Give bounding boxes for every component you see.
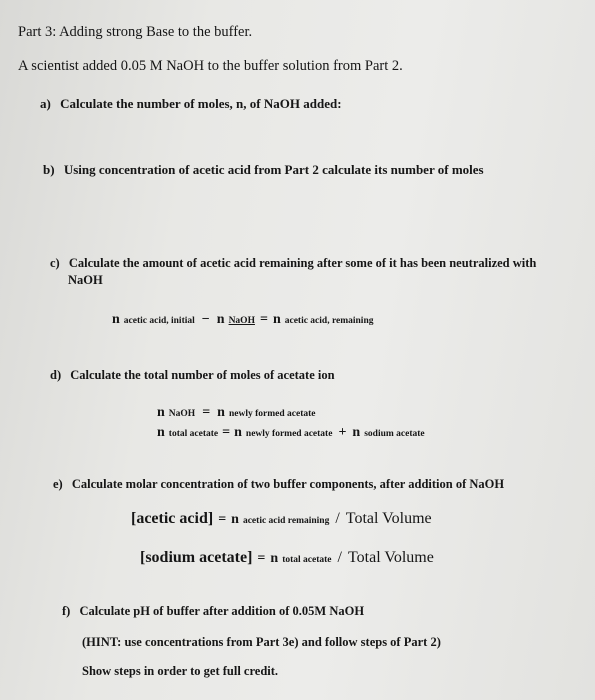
question-d bbox=[50, 368, 335, 383]
question-f-hint: (HINT: use concentrations from Part 3e) and follow steps of Part 2) bbox=[82, 635, 441, 649]
eq-e1-equals: = bbox=[218, 512, 227, 527]
question-e-label: e) bbox=[53, 477, 63, 491]
question-c-text: Calculate the amount of acetic acid remaining after some of it has been neutralized with bbox=[68, 256, 537, 270]
question-a-text: Calculate the number of moles, n, of NaOH added: bbox=[60, 96, 342, 111]
eq-d2-sub2: newly formed acetate bbox=[245, 429, 333, 439]
eq-e2-total: Total Volume bbox=[347, 549, 434, 566]
equation-d1 bbox=[157, 403, 316, 421]
equation-e2 bbox=[140, 549, 434, 567]
eq-e1-sub: acetic acid remaining bbox=[242, 516, 330, 526]
question-c-text-cont: NaOH bbox=[68, 273, 103, 287]
part3-intro: A scientist added 0.05 M NaOH to the buffer solution from Part 2. bbox=[18, 58, 403, 74]
eq-c-n3: n bbox=[272, 312, 281, 327]
eq-d2-sub3: sodium acetate bbox=[364, 429, 425, 439]
question-d-label: d) bbox=[50, 368, 62, 382]
question-b-text: Using concentration of acetic acid from Part 2 calculate its number of moles bbox=[63, 162, 484, 177]
eq-c-sub1: acetic acid, initial bbox=[123, 316, 195, 326]
eq-e1-slash: / bbox=[335, 510, 340, 527]
question-a bbox=[40, 96, 342, 112]
eq-d2-sub1: total acetate bbox=[168, 429, 219, 439]
eq-e1-total: Total Volume bbox=[345, 510, 432, 527]
eq-e2-equals: = bbox=[257, 551, 266, 566]
part3-title: Part 3: Adding strong Base to the buffer. bbox=[18, 24, 253, 40]
question-f-text: Calculate pH of buffer after addition of 0.05M NaOH bbox=[79, 604, 365, 618]
eq-e2-slash: / bbox=[337, 549, 342, 566]
eq-c-n1: n bbox=[112, 312, 120, 327]
eq-c-equals: = bbox=[259, 312, 268, 327]
equation-e1 bbox=[131, 510, 432, 528]
eq-d1-sub1: NaOH bbox=[168, 409, 196, 419]
question-a-label: a) bbox=[40, 96, 51, 111]
question-c bbox=[50, 256, 536, 271]
eq-e1-lhs: [acetic acid] bbox=[131, 510, 214, 527]
question-f bbox=[62, 604, 364, 619]
eq-d2-n1: n bbox=[157, 425, 165, 440]
eq-d1-n1: n bbox=[157, 405, 165, 420]
eq-d1-sub2: newly formed acetate bbox=[228, 409, 316, 419]
eq-c-sub3: acetic acid, remaining bbox=[284, 316, 374, 326]
eq-d2-n3: n bbox=[352, 425, 361, 440]
question-b bbox=[43, 162, 484, 178]
eq-d2-plus: + bbox=[338, 425, 347, 440]
eq-e2-lhs: [sodium acetate] bbox=[140, 549, 253, 566]
eq-d1-n2: n bbox=[217, 405, 225, 420]
equation-c bbox=[112, 310, 373, 328]
eq-e1-n: n bbox=[231, 512, 239, 527]
question-d-text: Calculate the total number of moles of acetate ion bbox=[70, 368, 335, 382]
question-e bbox=[53, 477, 504, 492]
eq-d2-n2: n bbox=[234, 425, 242, 440]
question-f-label: f) bbox=[62, 604, 71, 618]
question-c-label: c) bbox=[50, 256, 60, 270]
eq-e2-sub: total acetate bbox=[282, 555, 332, 565]
eq-c-minus: − bbox=[201, 312, 210, 327]
eq-e2-n: n bbox=[270, 551, 279, 566]
eq-c-n2: n bbox=[216, 312, 225, 327]
eq-c-sub2: NaOH bbox=[228, 316, 255, 326]
eq-d1-equals: = bbox=[202, 405, 211, 420]
question-f-note: Show steps in order to get full credit. bbox=[82, 664, 279, 678]
question-b-label: b) bbox=[43, 162, 55, 177]
eq-d2-equals: = bbox=[222, 425, 231, 440]
equation-d2 bbox=[157, 423, 425, 441]
question-e-text: Calculate molar concentration of two buffer components, after addition of NaOH bbox=[71, 477, 505, 491]
